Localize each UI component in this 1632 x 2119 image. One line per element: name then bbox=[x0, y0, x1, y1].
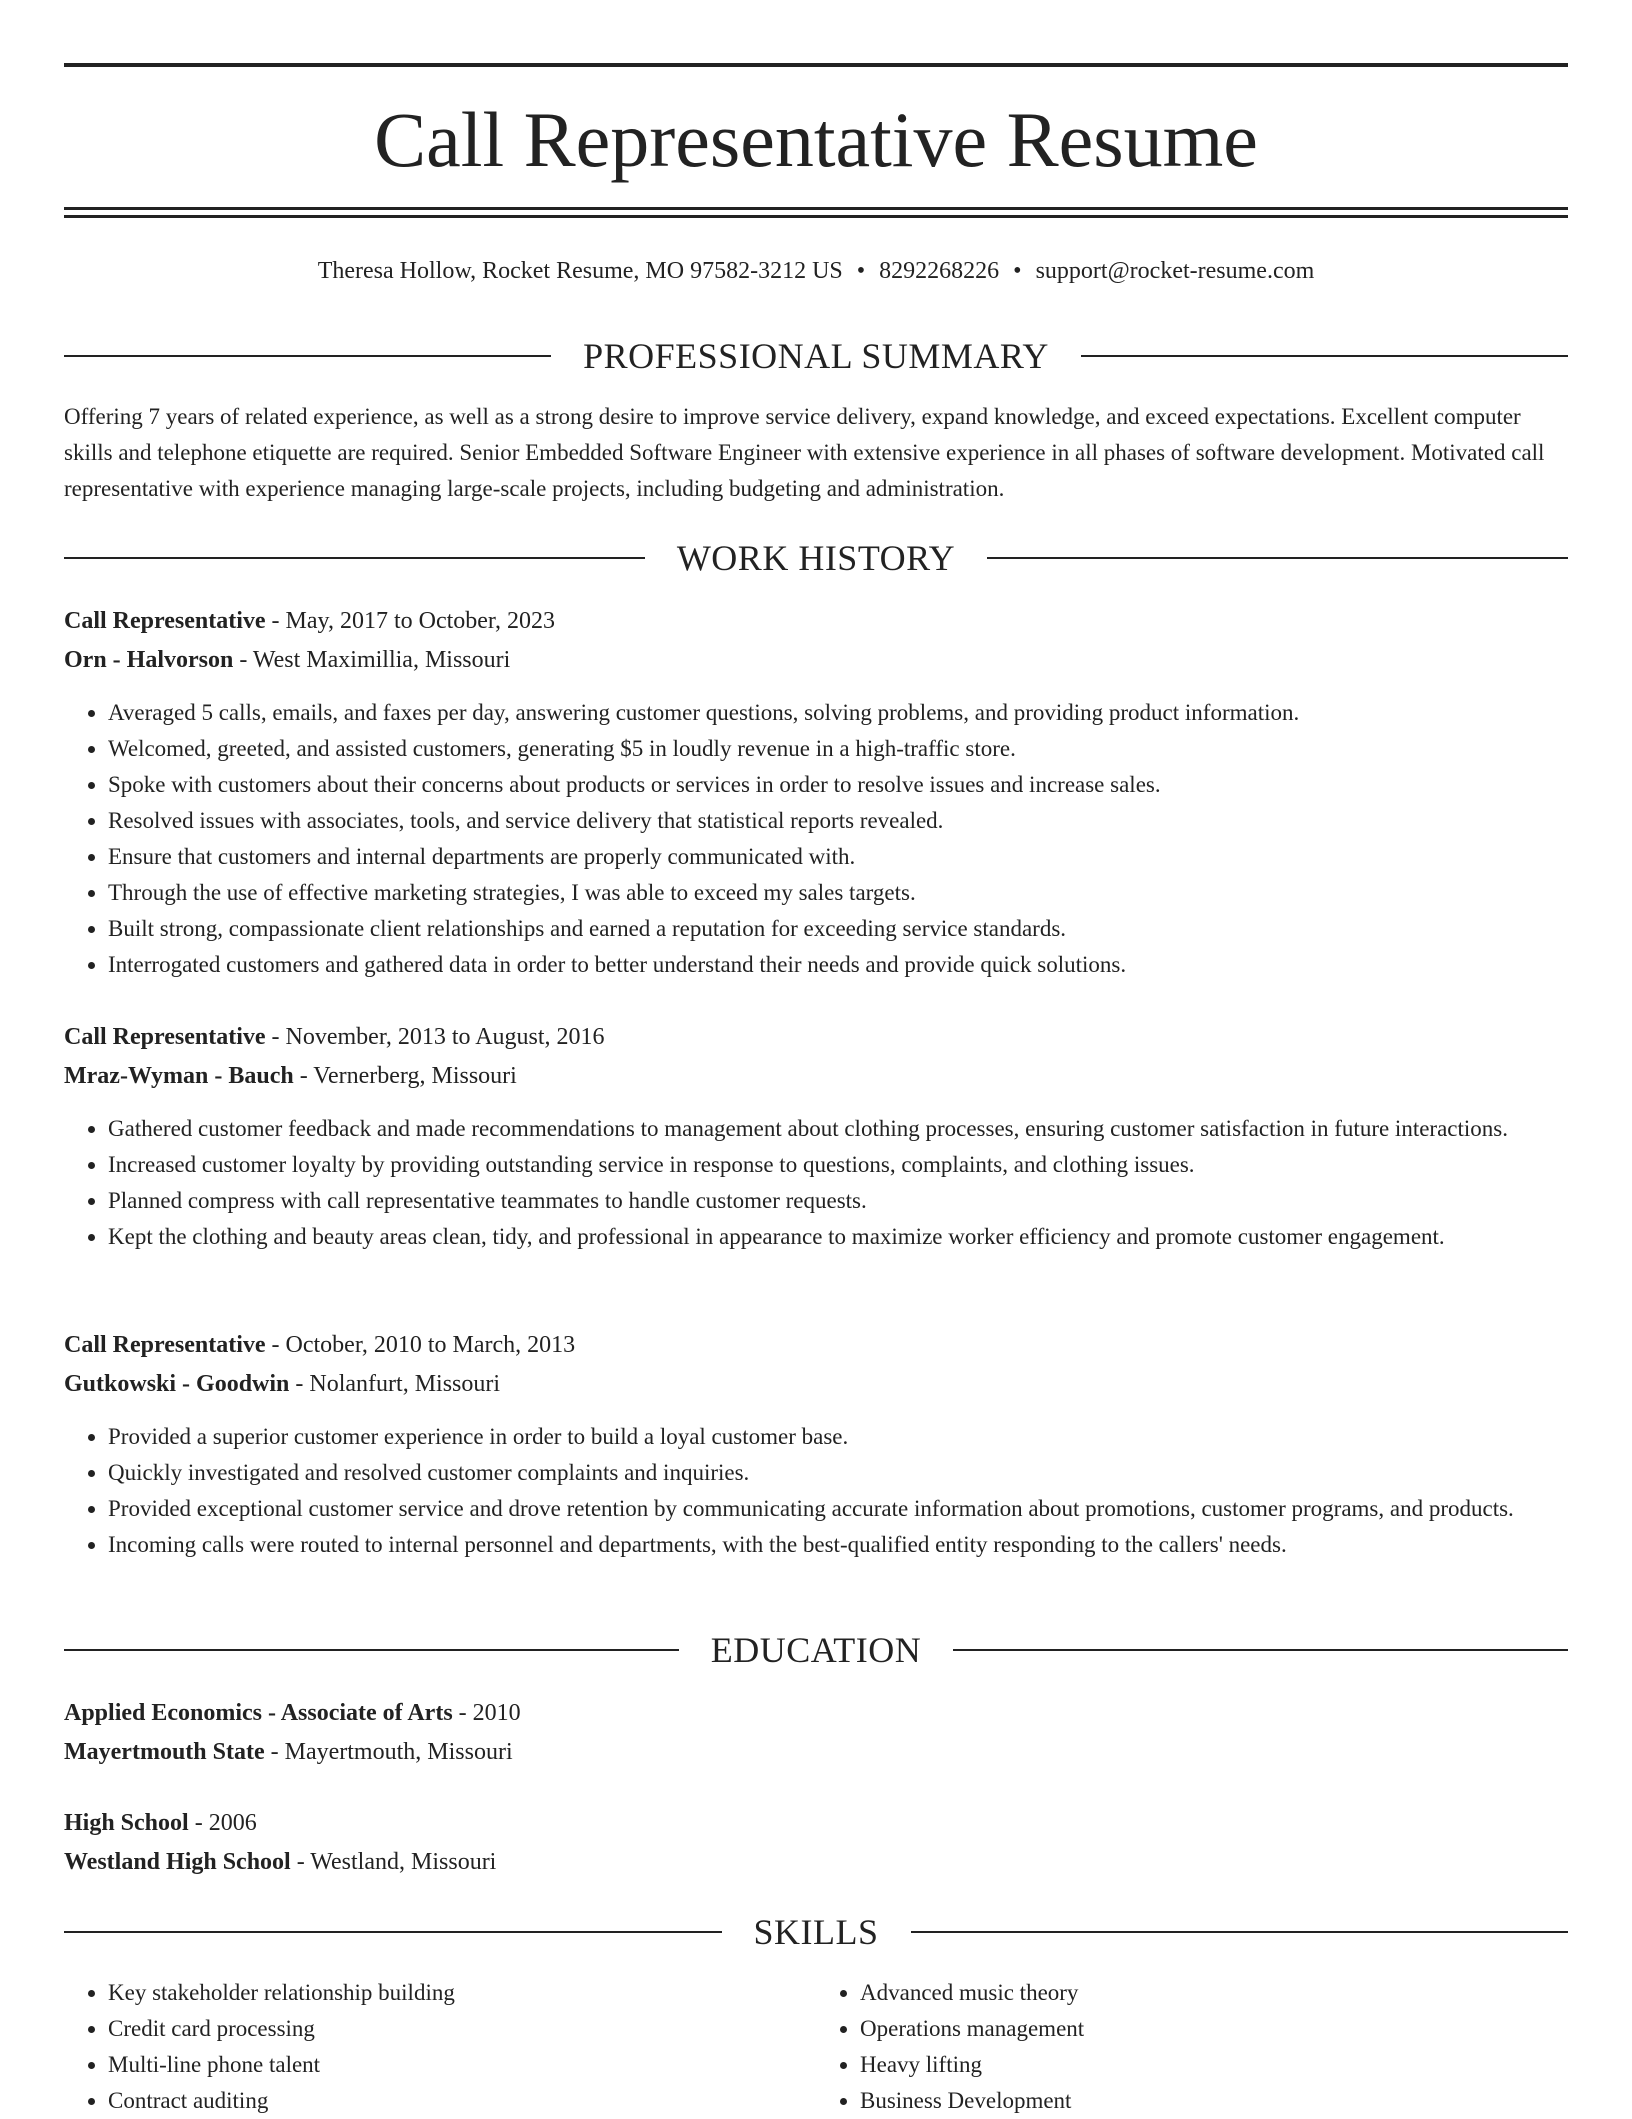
skill-item: • Operations management bbox=[860, 2011, 1568, 2047]
contact-separator: • bbox=[856, 258, 866, 284]
job-title-line bbox=[64, 602, 1568, 641]
section-heading-label: PROFESSIONAL SUMMARY bbox=[583, 336, 1049, 376]
heading-rule bbox=[911, 1931, 1569, 1933]
education-year: - 2010 bbox=[452, 1700, 521, 1726]
skill-item: • Multi-line phone talent bbox=[108, 2047, 816, 2083]
list-item: • Built strong, compassionate client relationships and earned a reputation for exceeding service standards. bbox=[108, 911, 1568, 947]
title-bottom-rule-1 bbox=[64, 207, 1568, 210]
heading-rule bbox=[64, 1931, 722, 1933]
contact-email: support@rocket-resume.com bbox=[1035, 258, 1315, 284]
education-degree-line bbox=[64, 1804, 1568, 1843]
job-title-line bbox=[64, 1326, 1568, 1365]
section-heading-label: WORK HISTORY bbox=[676, 538, 956, 578]
job-title: Call Representative bbox=[64, 1024, 266, 1050]
list-item: • Interrogated customers and gathered data in order to better understand their needs and provide quick solutions. bbox=[108, 947, 1568, 983]
contact-phone: 8292268226 bbox=[879, 258, 1000, 284]
skills-column-left bbox=[64, 1975, 816, 2119]
education-school: Westland High School bbox=[64, 1849, 291, 1875]
list-item: • Incoming calls were routed to internal personnel and departments, with the best-qualified entity responding to the callers' needs. bbox=[108, 1527, 1568, 1563]
heading-rule bbox=[987, 557, 1568, 559]
job-company: Orn - Halvorson bbox=[64, 647, 234, 673]
heading-rule bbox=[64, 355, 551, 357]
list-item: • Provided exceptional customer service and drove retention by communicating accurate information about promotions, customer programs, and products. bbox=[108, 1491, 1568, 1527]
list-item: • Provided a superior customer experience in order to build a loyal customer base. bbox=[108, 1419, 1568, 1455]
skill-item: • Advanced music theory bbox=[860, 1975, 1568, 2011]
heading-rule bbox=[1081, 355, 1568, 357]
education-school-line bbox=[64, 1843, 1568, 1882]
list-item: • Planned compress with call representative teammates to handle customer requests. bbox=[108, 1183, 1568, 1219]
job-location: - Nolanfurt, Missouri bbox=[289, 1371, 501, 1397]
list-item: • Increased customer loyalty by providing outstanding service in response to questions, complaints, and clothing issues. bbox=[108, 1147, 1568, 1183]
job-company: Gutkowski - Goodwin bbox=[64, 1371, 290, 1397]
skill-item: • Contract auditing bbox=[108, 2083, 816, 2119]
heading-rule bbox=[953, 1649, 1568, 1651]
skill-item: • Heavy lifting bbox=[860, 2047, 1568, 2083]
heading-rule bbox=[64, 557, 645, 559]
education-location: - Westland, Missouri bbox=[290, 1849, 497, 1875]
job-company-line bbox=[64, 1365, 1568, 1404]
job-company-line bbox=[64, 1057, 1568, 1096]
job-dates: - May, 2017 to October, 2023 bbox=[265, 608, 555, 634]
education-school-line bbox=[64, 1733, 1568, 1772]
list-item: • Gathered customer feedback and made recommendations to management about clothing processes, ensuring customer satisfaction in future interactions. bbox=[108, 1111, 1568, 1147]
skill-item: • Business Development bbox=[860, 2083, 1568, 2119]
list-item: • Welcomed, greeted, and assisted customers, generating $5 in loudly revenue in a high-traffic store. bbox=[108, 731, 1568, 767]
education-year: - 2006 bbox=[188, 1810, 257, 1836]
list-item: • Spoke with customers about their concerns about products or services in order to resolve issues and increase sales. bbox=[108, 767, 1568, 803]
job-dates: - October, 2010 to March, 2013 bbox=[265, 1332, 576, 1358]
education-entry bbox=[64, 1804, 1568, 1882]
education-location: - Mayertmouth, Missouri bbox=[264, 1739, 513, 1765]
heading-rule bbox=[64, 1649, 679, 1651]
section-heading-skills bbox=[64, 1910, 1568, 1954]
job-title: Call Representative bbox=[64, 608, 266, 634]
resume-title: Call Representative Resume bbox=[374, 96, 1258, 183]
skills-block bbox=[64, 1975, 1568, 2119]
contact-address: Theresa Hollow, Rocket Resume, MO 97582-3212 US bbox=[317, 258, 843, 284]
job-entry bbox=[64, 602, 1568, 680]
job-title-line bbox=[64, 1018, 1568, 1057]
list-item: • Ensure that customers and internal departments are properly communicated with. bbox=[108, 839, 1568, 875]
section-heading-label: SKILLS bbox=[753, 1912, 879, 1952]
contact-separator: • bbox=[1013, 258, 1022, 284]
section-heading-summary bbox=[64, 334, 1568, 378]
section-heading-label: EDUCATION bbox=[710, 1630, 922, 1670]
list-item: • Through the use of effective marketing strategies, I was able to exceed my sales targets. bbox=[108, 875, 1568, 911]
education-degree-line bbox=[64, 1694, 1568, 1733]
list-item: • Kept the clothing and beauty areas clean, tidy, and professional in appearance to maximize worker efficiency and promote customer engagement. bbox=[108, 1219, 1568, 1255]
job-bullets bbox=[64, 1419, 1568, 1563]
skill-item: • Credit card processing bbox=[108, 2011, 816, 2047]
list-item: • Resolved issues with associates, tools, and service delivery that statistical reports revealed. bbox=[108, 803, 1568, 839]
title-bottom-rule-2 bbox=[64, 215, 1568, 218]
skill-item: • Key stakeholder relationship building bbox=[108, 1975, 816, 2011]
skills-column-right bbox=[816, 1975, 1568, 2119]
education-school: Mayertmouth State bbox=[64, 1739, 265, 1765]
job-entry bbox=[64, 1326, 1568, 1404]
education-degree: High School bbox=[64, 1810, 189, 1836]
title-top-rule bbox=[64, 63, 1568, 67]
list-item: • Quickly investigated and resolved customer complaints and inquiries. bbox=[108, 1455, 1568, 1491]
job-bullets bbox=[64, 695, 1568, 983]
job-company: Mraz-Wyman - Bauch bbox=[64, 1063, 294, 1089]
job-title: Call Representative bbox=[64, 1332, 266, 1358]
job-dates: - November, 2013 to August, 2016 bbox=[265, 1024, 605, 1050]
job-location: - Vernerberg, Missouri bbox=[293, 1063, 517, 1089]
education-entry bbox=[64, 1694, 1568, 1772]
job-bullets bbox=[64, 1111, 1568, 1255]
section-heading-work-history bbox=[64, 536, 1568, 580]
summary-block bbox=[64, 399, 1568, 507]
job-entry bbox=[64, 1018, 1568, 1096]
summary-text: Offering 7 years of related experience, as well as a strong desire to improve service delivery, expand knowledge, and exceed expectations. Excellent computer skills and telephone etiquette are required. Senior Embedded Software Engineer with extensive experience in all phases of software development. Motivated call representative with experience managing large-scale projects, including budgeting and administration. bbox=[64, 404, 1545, 501]
list-item: • Averaged 5 calls, emails, and faxes per day, answering customer questions, solving problems, and providing product information. bbox=[108, 695, 1568, 731]
contact-line bbox=[64, 254, 1568, 288]
section-heading-education bbox=[64, 1628, 1568, 1672]
job-location: - West Maximillia, Missouri bbox=[233, 647, 511, 673]
job-company-line bbox=[64, 641, 1568, 680]
education-degree: Applied Economics - Associate of Arts bbox=[64, 1700, 453, 1726]
